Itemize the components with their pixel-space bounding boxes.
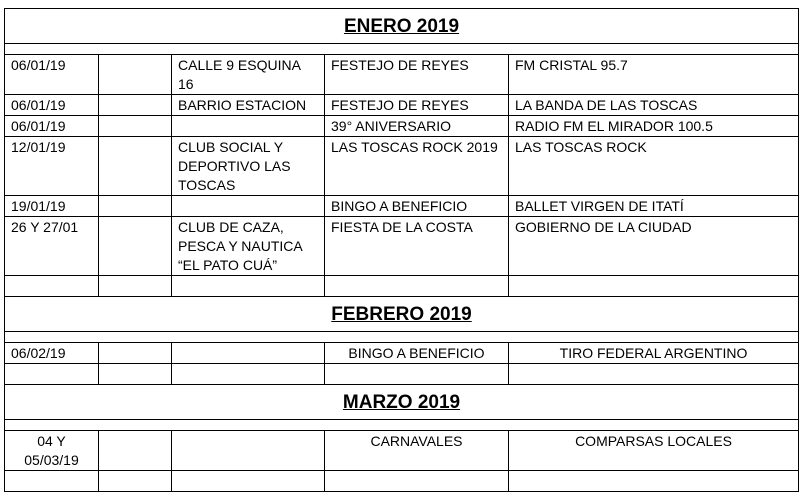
blank-cell — [99, 276, 172, 297]
organizer-cell: BALLET VIRGEN DE ITATÍ — [509, 196, 799, 217]
blank-cell — [99, 55, 172, 95]
event-cell: CARNAVALES — [325, 431, 509, 471]
blank-cell — [99, 364, 172, 385]
event-cell — [325, 364, 509, 385]
date-cell: 19/01/19 — [5, 196, 99, 217]
organizer-cell — [509, 471, 799, 492]
events-table — [4, 8, 799, 492]
month-title: FEBRERO 2019 — [5, 297, 799, 332]
table-row — [5, 431, 799, 471]
event-cell: FIESTA DE LA COSTA — [325, 217, 509, 276]
organizer-cell — [509, 364, 799, 385]
table-row — [5, 471, 799, 492]
month-header-row — [5, 297, 799, 332]
event-cell — [325, 276, 509, 297]
date-cell: 26 Y 27/01 — [5, 217, 99, 276]
month-header-row — [5, 385, 799, 420]
spacer-row — [5, 420, 799, 431]
date-cell — [5, 471, 99, 492]
table-row — [5, 364, 799, 385]
date-cell — [5, 364, 99, 385]
blank-cell — [99, 95, 172, 116]
table-row — [5, 137, 799, 196]
place-cell — [172, 364, 325, 385]
blank-cell — [99, 471, 172, 492]
blank-cell — [99, 137, 172, 196]
event-cell: 39° ANIVERSARIO — [325, 116, 509, 137]
organizer-cell: COMPARSAS LOCALES — [509, 431, 799, 471]
place-cell — [172, 276, 325, 297]
organizer-cell: LAS TOSCAS ROCK — [509, 137, 799, 196]
place-cell — [172, 196, 325, 217]
organizer-cell: FM CRISTAL 95.7 — [509, 55, 799, 95]
spacer-row — [5, 44, 799, 55]
event-cell — [325, 471, 509, 492]
place-cell — [172, 431, 325, 471]
blank-cell — [99, 217, 172, 276]
date-cell: 06/01/19 — [5, 55, 99, 95]
blank-cell — [99, 343, 172, 364]
table-row — [5, 116, 799, 137]
month-title: MARZO 2019 — [5, 385, 799, 420]
organizer-cell: GOBIERNO DE LA CIUDAD — [509, 217, 799, 276]
date-cell: 06/02/19 — [5, 343, 99, 364]
place-cell: CLUB SOCIAL Y DEPORTIVO LAS TOSCAS — [172, 137, 325, 196]
date-cell: 06/01/19 — [5, 95, 99, 116]
spacer-cell — [5, 332, 799, 343]
event-cell: BINGO A BENEFICIO — [325, 196, 509, 217]
event-cell: FESTEJO DE REYES — [325, 95, 509, 116]
month-header-row — [5, 9, 799, 44]
place-cell — [172, 343, 325, 364]
place-cell: CLUB DE CAZA, PESCA Y NAUTICA “EL PATO CUÁ” — [172, 217, 325, 276]
event-cell: BINGO A BENEFICIO — [325, 343, 509, 364]
date-cell — [5, 276, 99, 297]
blank-cell — [99, 116, 172, 137]
organizer-cell: RADIO FM EL MIRADOR 100.5 — [509, 116, 799, 137]
month-title: ENERO 2019 — [5, 9, 799, 44]
place-cell: BARRIO ESTACION — [172, 95, 325, 116]
spacer-cell — [5, 420, 799, 431]
date-cell: 12/01/19 — [5, 137, 99, 196]
organizer-cell: LA BANDA DE LAS TOSCAS — [509, 95, 799, 116]
table-row — [5, 217, 799, 276]
date-cell: 06/01/19 — [5, 116, 99, 137]
organizer-cell: TIRO FEDERAL ARGENTINO — [509, 343, 799, 364]
table-row — [5, 343, 799, 364]
table-row — [5, 55, 799, 95]
spacer-row — [5, 332, 799, 343]
event-cell: LAS TOSCAS ROCK 2019 — [325, 137, 509, 196]
table-row — [5, 95, 799, 116]
place-cell — [172, 116, 325, 137]
table-row — [5, 196, 799, 217]
blank-cell — [99, 196, 172, 217]
place-cell: CALLE 9 ESQUINA 16 — [172, 55, 325, 95]
place-cell — [172, 471, 325, 492]
spacer-cell — [5, 44, 799, 55]
date-cell: 04 Y 05/03/19 — [5, 431, 99, 471]
blank-cell — [99, 431, 172, 471]
table-row — [5, 276, 799, 297]
organizer-cell — [509, 276, 799, 297]
event-cell: FESTEJO DE REYES — [325, 55, 509, 95]
